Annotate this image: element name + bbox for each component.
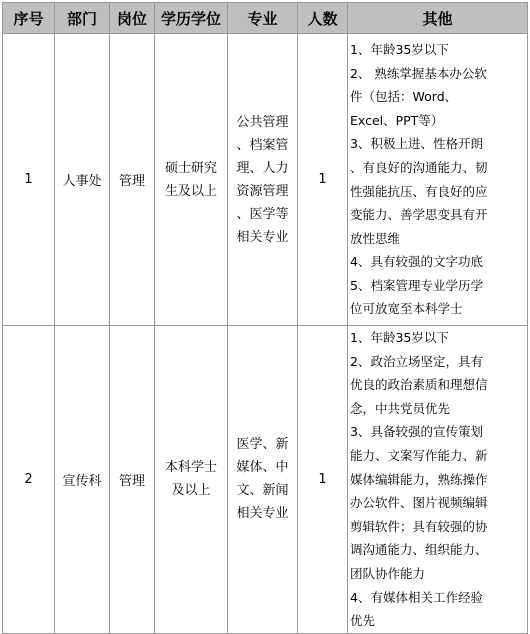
- text-line: 2、政治立场坚定，具有: [350, 353, 483, 369]
- header-row: [3, 3, 528, 34]
- text-line: 团队协作能力: [350, 565, 426, 581]
- text-line: 资源管理: [236, 183, 289, 199]
- cell-major: [228, 326, 298, 634]
- text-line: 3、积极上进、性格开朗: [350, 136, 483, 152]
- text-line: 念，中共党员优先: [350, 400, 451, 416]
- recruitment-table: [2, 2, 528, 634]
- text-line: 办公软件、图片视频编辑: [350, 495, 488, 511]
- text-line: 公共管理: [236, 114, 289, 130]
- cell-dept: 宣传科: [55, 326, 110, 634]
- cell-edu: [155, 34, 228, 326]
- header-count: 人数: [298, 3, 348, 34]
- text-line: 生及以上: [164, 183, 217, 199]
- text-line: 媒体、中: [236, 460, 289, 476]
- header-major: 专业: [228, 3, 298, 34]
- text-line: 件（包括：Word、: [350, 89, 458, 105]
- edu-lines: [155, 157, 227, 203]
- cell-count: 1: [298, 326, 348, 634]
- cell-other: [348, 34, 528, 326]
- text-line: 剪辑软件；具有较强的协: [350, 518, 488, 534]
- edu-lines: [155, 456, 227, 502]
- text-line: 理、人力: [236, 160, 289, 176]
- cell-no: 1: [3, 34, 55, 326]
- cell-post: 管理: [110, 326, 155, 634]
- cell-other: [348, 326, 528, 634]
- text-line: 5、档案管理专业学历学: [350, 277, 483, 293]
- other-lines: [348, 38, 527, 321]
- text-line: 4、具有较强的文字功底: [350, 254, 483, 270]
- header-other: 其他: [348, 3, 528, 34]
- text-line: 、医学等: [236, 206, 289, 222]
- text-line: 变能力、善学思变具有开: [350, 207, 488, 223]
- text-line: 1、年龄35岁以下: [350, 41, 449, 57]
- cell-major: [228, 34, 298, 326]
- text-line: 位可放宽至本科学士: [350, 301, 463, 317]
- major-lines: [228, 433, 297, 525]
- major-lines: [228, 111, 297, 249]
- text-line: 3、具备较强的宣传策划: [350, 424, 483, 440]
- text-line: 硕士研究: [164, 160, 217, 176]
- text-line: 文、新闻: [236, 483, 289, 499]
- text-line: 能力、文案写作能力、新: [350, 447, 488, 463]
- text-line: 调沟通能力、组织能力、: [350, 542, 488, 558]
- text-line: 本科学士: [164, 460, 217, 476]
- text-line: 性强能抗压、有良好的应: [350, 183, 488, 199]
- table-row: [3, 34, 528, 326]
- cell-no: 2: [3, 326, 55, 634]
- cell-dept: 人事处: [55, 34, 110, 326]
- text-line: 放性思维: [350, 230, 401, 246]
- other-lines: [348, 326, 527, 633]
- text-line: 媒体编辑能力，熟练操作: [350, 471, 488, 487]
- cell-edu: [155, 326, 228, 634]
- header-post: 岗位: [110, 3, 155, 34]
- text-line: 相关专业: [236, 229, 289, 245]
- table-row: [3, 326, 528, 634]
- text-line: 、档案管: [236, 137, 289, 153]
- text-line: 2、 熟练掌握基本办公软: [350, 65, 487, 81]
- header-edu: 学历学位: [155, 3, 228, 34]
- cell-count: 1: [298, 34, 348, 326]
- header-dept: 部门: [55, 3, 110, 34]
- cell-post: 管理: [110, 34, 155, 326]
- text-line: 及以上: [171, 483, 211, 499]
- text-line: Excel、PPT等）: [350, 112, 444, 128]
- text-line: 1、年龄35岁以下: [350, 330, 449, 345]
- text-line: 医学、新: [236, 437, 289, 453]
- text-line: 、有良好的沟通能力、韧: [350, 159, 488, 175]
- text-line: 优良的政治素质和理想信: [350, 377, 488, 393]
- text-line: 相关专业: [236, 506, 289, 522]
- text-line: 优先: [350, 613, 376, 629]
- header-no: 序号: [3, 3, 55, 34]
- text-line: 4、有媒体相关工作经验: [350, 589, 483, 605]
